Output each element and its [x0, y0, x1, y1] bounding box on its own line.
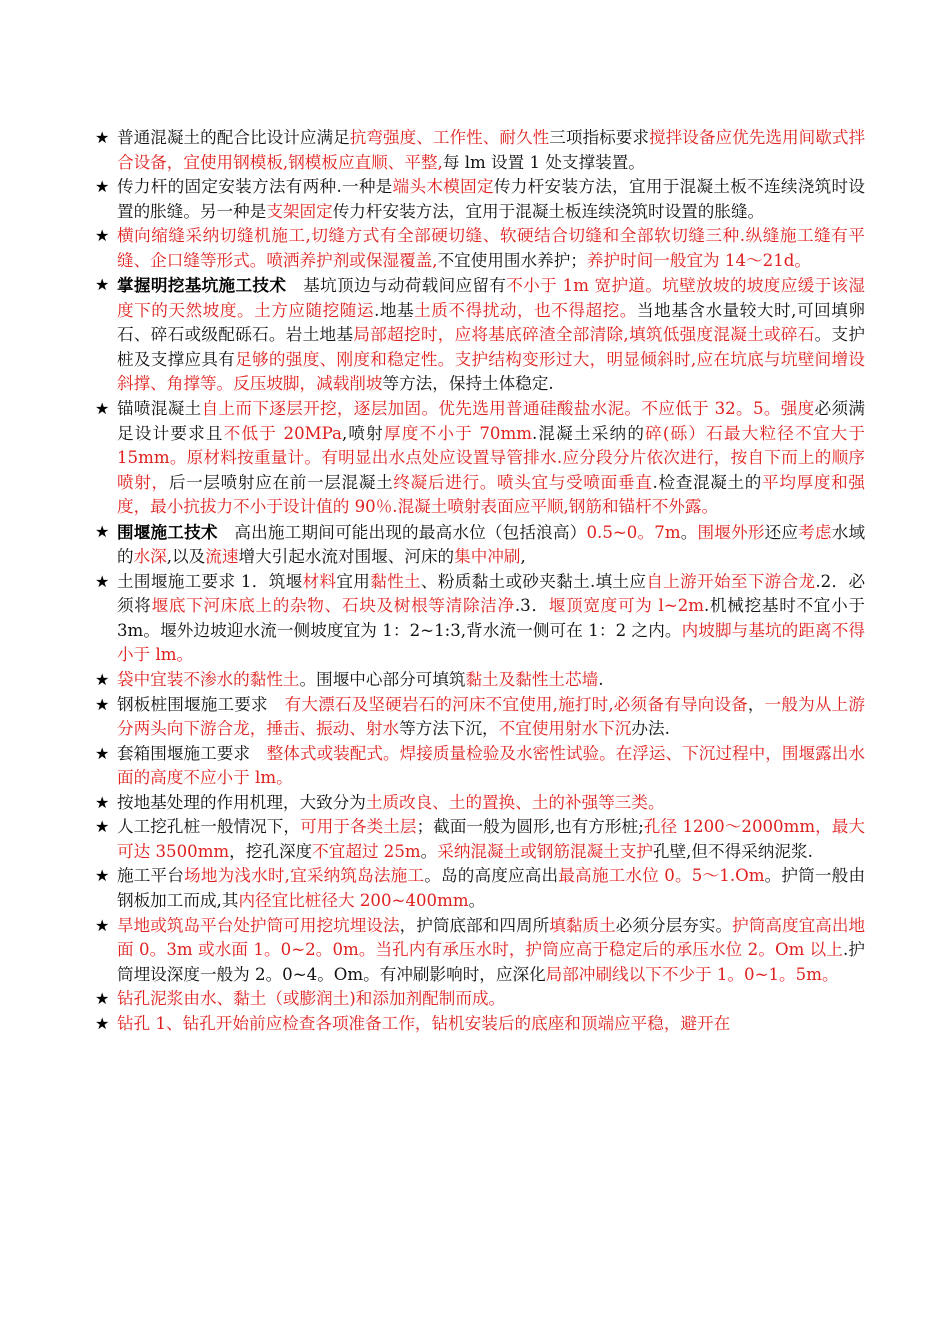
body-text: 后一层喷射应在前一层混凝土 — [168, 472, 394, 492]
star-bullet-icon: ★ — [95, 989, 110, 1009]
highlighted-text: 自上而下逐层开挖，逐层加固。优先选用普通硅酸盐水泥。不应低于 32。5。强度 — [201, 399, 815, 419]
bullet-paragraph — [95, 1012, 865, 1037]
body-text: .3． — [514, 596, 549, 616]
body-text: 传力杆的固定安装方法有两种.一种是 — [117, 177, 393, 197]
highlighted-text: 不宜超过 25m — [312, 841, 421, 861]
highlighted-text: 孔径 1200～2000mm，最大可达 3500mm — [117, 817, 866, 861]
highlighted-text: 横向缩缝采纳切缝机施工,切缝方式有全部硬切缝、软硬结合切缝和全部软切缝三种.纵缝施工缝有平缝、企口缝等形式。喷洒养护剂或保湿覆盖, — [117, 226, 865, 270]
highlighted-text: 抗弯强度、工作性、耐久性 — [349, 128, 550, 147]
highlighted-text: 有大漂石及坚硬岩石的河床不宜使用,施打时,必须备有导向设备 — [284, 694, 748, 714]
body-text: 基坑顶边与动荷载间应留有 — [286, 276, 507, 296]
bullet-paragraph — [95, 668, 865, 693]
body-text: ,以及 — [166, 547, 206, 567]
highlighted-text: 黏性土 — [370, 571, 421, 591]
bullet-paragraph — [95, 126, 865, 175]
star-bullet-icon: ★ — [95, 792, 110, 812]
body-text: 传力杆安装方法，宜用于混凝土板连续浇筑时设置的胀缝。 — [332, 201, 765, 221]
bullet-paragraph — [95, 864, 865, 913]
section-heading: 围堰施工技术 — [117, 521, 218, 542]
highlighted-text: 钻孔泥浆由水、黏土（或膨润土)和添加剂配制而成。 — [117, 989, 506, 1009]
body-text: ， — [747, 694, 765, 714]
highlighted-text: 可用于各类土层 — [300, 817, 417, 837]
star-bullet-icon: ★ — [95, 521, 110, 541]
body-text: 办法. — [631, 719, 670, 739]
body-text: 。 — [680, 522, 698, 542]
section-heading: 掌握明挖基坑施工技术 — [117, 275, 287, 296]
body-text: 不宜使用围水养护； — [437, 250, 587, 270]
highlighted-text: 堰底下河床底上的杂物、石块及树根等清除洁净 — [151, 596, 515, 616]
highlighted-text: 自上游开始至下游合龙 — [646, 571, 816, 591]
body-text: . — [598, 670, 604, 690]
highlighted-text: 厚度不小于 70mm — [383, 423, 532, 443]
bullet-paragraph — [95, 815, 865, 864]
body-text: ,喷射 — [341, 423, 384, 443]
star-bullet-icon: ★ — [95, 743, 110, 763]
body-text: ，挖孔深度 — [229, 841, 313, 861]
body-text: 、粉质黏土或砂夹黏土.填土应 — [420, 571, 647, 591]
highlighted-text: 碎(砾）石最大粒径不宜大于 15mm。原材料按重量计。有明显出水点处应设置导管排水.应分段分片依次进行，按自下而上的顺序喷射， — [117, 423, 865, 492]
highlighted-text: 内径宜比桩径大 200~400mm — [238, 890, 469, 910]
body-text: 施工平台 — [117, 866, 185, 886]
body-text: 人工挖孔桩一般情况下， — [117, 817, 301, 837]
highlighted-text: 黏土及黏性土芯墙 — [465, 670, 599, 690]
star-bullet-icon: ★ — [95, 670, 110, 690]
highlighted-text: 支架固定 — [266, 201, 333, 221]
body-text: 套箱围堰施工要求 — [117, 743, 267, 763]
bullet-paragraph — [95, 742, 865, 791]
highlighted-text: 不低于 20MPa — [223, 423, 342, 443]
highlighted-text: 搅拌设备应优先选用间歇式拌合设备，宜使用钢模板,钢模板应直顺、平整, — [117, 128, 866, 172]
body-text: 普通混凝土的配合比设计应满足 — [117, 128, 350, 147]
body-text: .机械挖基时不宜小于 3m。堰外边坡迎水流一侧坡度宜为 1：2~1:3,背水流一侧可在 1：2 之内。 — [117, 596, 866, 640]
body-text: 等方法下沉， — [399, 719, 499, 739]
highlighted-text: 堰顶宽度可为 l~2m — [548, 596, 705, 616]
body-text: 三项指标要求 — [549, 128, 649, 147]
body-text: 等方法，保持土体稳定. — [382, 374, 554, 394]
body-text: .地基 — [374, 300, 415, 320]
body-text: 。 — [468, 890, 486, 910]
body-text: 必须满足设计要求且 — [117, 399, 866, 443]
star-bullet-icon: ★ — [95, 866, 110, 886]
star-bullet-icon: ★ — [95, 915, 110, 935]
highlighted-text: 土质改良、土的置换、土的补强等三类。 — [365, 792, 665, 812]
body-text: 增大引起水流对围堰、河床的 — [238, 547, 455, 567]
star-bullet-icon: ★ — [95, 177, 110, 197]
body-text: 高出施工期间可能出现的最高水位（包括浪高） — [217, 522, 587, 542]
highlighted-text: 集中冲刷 — [454, 547, 521, 567]
bullet-paragraph — [95, 570, 865, 668]
highlighted-text: 不宜使用射水下沉 — [498, 719, 632, 739]
highlighted-text: 终凝后进行。喷头宜与受喷面垂直 — [393, 472, 653, 492]
bullet-paragraph — [95, 397, 865, 520]
body-text: .混凝土采纳的 — [531, 423, 646, 443]
highlighted-text: 场地为浅水时,宜采纳筑岛法施工 — [184, 866, 425, 886]
highlighted-text: 护筒高度宜高出地面 0。3m 或水面 1。0~2。0m。当孔内有承压水时，护筒应高于稳定后的承压水位 2。Om 以上 — [117, 915, 866, 960]
bullet-paragraph — [95, 175, 865, 224]
highlighted-text: 端头木模固定 — [392, 177, 494, 197]
body-text: 孔壁,但不得采纳泥浆. — [652, 841, 813, 861]
body-text: ；截面一般为圆形,也有方形桩; — [416, 817, 644, 837]
highlighted-text: 养护时间一般宜为 14～21d。 — [586, 250, 811, 270]
bullet-paragraph — [95, 987, 865, 1012]
highlighted-text: 一般为从上游分两头向下游合龙，捶击、振动、射水 — [117, 694, 865, 739]
highlighted-text: 不小于 1m 宽护道。坑壁放坡的坡度应缓于该湿度下的天然坡度。土方应随挖随运 — [117, 276, 866, 320]
star-bullet-icon: ★ — [95, 275, 110, 295]
body-text: .检查混凝土的 — [652, 472, 763, 492]
highlighted-text: 钻孔 1、钻孔开始前应检查各项准备工作，钻机安装后的底座和顶端应平稳，避开在 — [117, 1013, 731, 1033]
highlighted-text: 流速 — [205, 547, 239, 567]
star-bullet-icon: ★ — [95, 226, 110, 246]
bullet-paragraph — [95, 520, 865, 570]
star-bullet-icon: ★ — [95, 817, 110, 837]
body-text: 。护筒一般由钢板加工而成,其 — [117, 866, 866, 910]
body-text: 当地基含水量较大时,可回填卵石、碎石或级配砾石。岩土地基 — [117, 300, 865, 345]
highlighted-text: 最高施工水位 0。5～1.Om — [558, 866, 765, 886]
bullet-paragraph — [95, 224, 865, 273]
highlighted-text: 旱地或筑岛平台处护筒可用挖坑埋设法 — [117, 915, 400, 935]
body-text: 。支护桩及支撑应具有 — [117, 325, 866, 369]
highlighted-text: 袋中宜装不渗水的黏性土 — [117, 670, 300, 690]
document-page — [95, 126, 865, 1036]
body-text: 还应 — [764, 522, 799, 542]
body-text: 按地基处理的作用机理，大致分为 — [117, 792, 366, 812]
bullet-paragraph — [95, 791, 865, 816]
highlighted-text: 填黏质土 — [549, 915, 616, 935]
highlighted-text: 平均厚度和强度，最小抗拔力不小于设计值的 90％.混凝土喷射表面应平顺,钢筋和锚杆不外露。 — [117, 472, 866, 517]
highlighted-text: 采纳混凝土或钢筋混凝土支护 — [437, 841, 653, 861]
body-text: 锚喷混凝土 — [117, 399, 202, 419]
body-text: 。围堰中心部分可填筑 — [299, 670, 466, 690]
body-text: 。 — [420, 841, 438, 861]
star-bullet-icon: ★ — [95, 694, 110, 714]
highlighted-text: 水深 — [133, 547, 167, 567]
highlighted-text: 材料 — [302, 571, 337, 591]
body-text: ，护筒底部和四周所 — [399, 915, 550, 935]
body-text: 必须分层夯实。 — [615, 915, 733, 935]
body-text: 传力杆安装方法，宜用于混凝土板不连续浇筑时设置的胀缝。另一种是 — [117, 177, 865, 221]
body-text: 钢板桩围堰施工要求 — [117, 694, 285, 714]
body-text: .2．必须将 — [117, 571, 866, 616]
bullet-paragraph — [95, 273, 865, 397]
highlighted-text: 足够的强度、刚度和稳定性。支护结构变形过大，明显倾斜时,应在坑底与坑壁间增设斜撑、角撑等。反压坡脚，减载削坡 — [117, 349, 866, 394]
body-text: , — [520, 547, 526, 567]
body-text: .护筒埋设深度一般为 2。0~4。Om。有冲刷影响时，应深化 — [117, 940, 865, 984]
star-bullet-icon: ★ — [95, 399, 110, 419]
body-text: 。岛的高度应高出 — [424, 866, 559, 886]
highlighted-text: 考虑 — [798, 522, 832, 542]
highlighted-text: 土质不得扰动，也不得超挖。 — [414, 300, 637, 320]
star-bullet-icon: ★ — [95, 1013, 110, 1033]
body-text: 每 lm 设置 1 处支撑装置。 — [442, 152, 645, 172]
body-text: 水域的 — [117, 522, 866, 567]
highlighted-text: 局部超挖时，应将基底碎渣全部清除,填筑低强度混凝土或碎石 — [353, 325, 815, 345]
bullet-paragraph — [95, 914, 865, 988]
highlighted-text: 0.5~0。7m — [586, 522, 681, 542]
highlighted-text: 围堰外形 — [697, 522, 765, 542]
body-text: 宜用 — [336, 571, 371, 591]
body-text: 土围堰施工要求 1．筑堰 — [117, 571, 303, 591]
bullet-paragraph — [95, 693, 865, 742]
star-bullet-icon: ★ — [95, 571, 110, 591]
highlighted-text: 内坡脚与基坑的距离不得小于 lm。 — [117, 620, 866, 665]
highlighted-text: 整体式或装配式。焊接质量检验及水密性试验。在浮运、下沉过程中，围堰露出水面的高度不应小于 lm。 — [117, 743, 866, 788]
star-bullet-icon: ★ — [95, 128, 110, 147]
highlighted-text: 局部冲刷线以下不少于 1。0~1。5m。 — [545, 964, 839, 984]
